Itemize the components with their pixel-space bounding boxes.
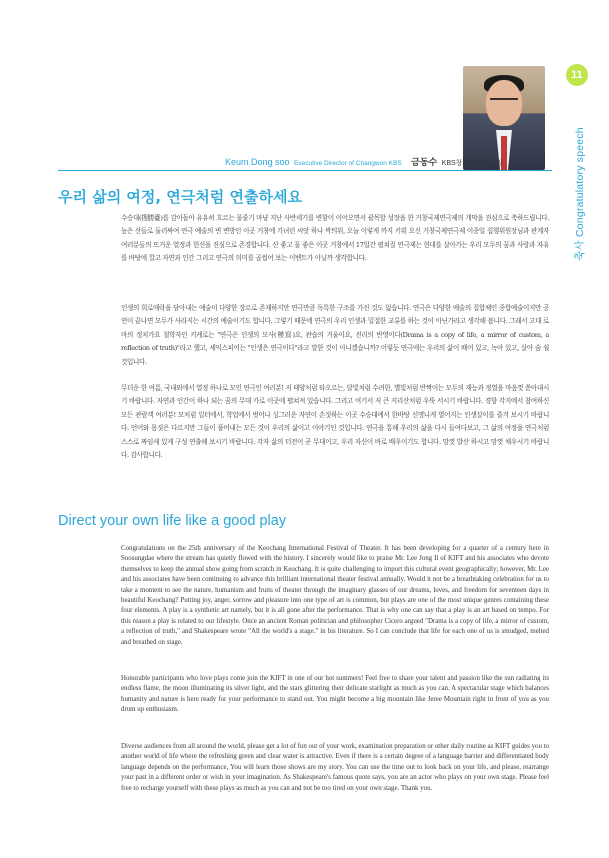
korean-title: 우리 삶의 여정, 연극처럼 연출하세요: [58, 188, 302, 206]
page-number-badge: 11: [566, 64, 588, 86]
english-paragraph: Diverse audiences from all around the world, please get a lot of fun out of your work, examination preparation or other daily routine as KIFT guides you to another world of life where the refreshing green and clear water is attractive. Even if there is a certain degree of a language barrier and differentiated body language depends on the performance, You will learn those shows are my story. You can use the time out to look back on your life, and please, rearrange your past in a different order or wish in your imagination. As Shakespeare's famous quote says, you are an actor who plays on your own stage. Please feel free to recharge yourself with these plays as much as you can and not be too tired on your own stage. Thank you.: [121, 743, 549, 792]
english-paragraph: Honorable participants who love plays come join the KIFT in one of our hot summers! Feel free to share your talent and passion like the sun radiating its endless flame, the moon illuminating its silver light, and the stars glittering their delicate starlight as much as you can. A spectacular stage which balances humanity and nature is here ready for your performance to stand out. You might become a big mountain like Jeree Mountain right in front of you as you drum up enthusiasm.: [121, 675, 549, 714]
english-title: Direct your own life like a good play: [58, 513, 287, 529]
section-label-text: 축사 Congratulatory speech: [574, 127, 586, 261]
korean-paragraph: 수승대(搜勝臺)를 감아돌아 유유히 흐르는 물줄기 마냥 지난 사반세기를 변함이 이어오면서 괄목할 성장을 한 거창국제연극제의 개막을 진심으로 축하드립니다. 높은 산들로 둘러싸여 연극 예술의 변 변방인 이곳 거창에 가녀린 씨앗 하나 싹틔워, 오늘 이렇게 까지 키워 오신 거창국제연극제 이종일 집행위원장님과 관계자 여러분들의 뜨거운 열정과 헌신을 진심으로 존경합니다. 산 좋고 물 좋은 이곳 거창에서 17일간 펼쳐질 연극제는 현대를 살아가는 우리 모두의 꿈과 사랑과 자유를 바탕에 깔고 자연과 인간 그리고 연극의 의미를 곱씹어 보는 이벤트가 아닐까 생각합니다.: [121, 214, 549, 263]
speaker-name-en: Keum Dong soo: [225, 157, 290, 167]
english-paragraph: Congratulations on the 25th anniversary of the Keochang International Festival of Theater. It has been developing for a quarter of a century here in Soosungdae where the stream has quietly flowed with the history. I sincerely would like to praise Mr. Lee Jong Il of KIFT and his associates who devote themselves to keep the annual show going from scratch in Keochang. It is quite challenging to import this cultural event geographically; however, Mr. Lee and his associates have been continuing to advance this brilliant international theater festival annually. Would it not be a breathtaking celebration for us to take a moment to see the nature, humanism and fruits of theater through the imaginary glasses of our dreams, loves, and freedom for seventeen days in beautiful Keochang? Putting joy, anger, sorrow and pleasure into one type of art is common, but plays are one of the most unique genres containing these four elements. A play is a synthetic art namely, but it is all gone after the performance. That is why one can say that a play is an art based on tempo. For this reason a play is related to our lifestyle. Once an ancient Roman politician and philosopher Cicero argued "Drama is a copy of life, a mirror of custom, a reflection of truth," and Shakespeare wrote "All the world's a stage." in his literature. So I can conclude that life for each one of us is smudged, melted and breathed on stage.: [121, 545, 549, 646]
speaker-portrait: [463, 66, 545, 170]
portrait-glasses: [490, 98, 518, 107]
speaker-name-ko: 금동수: [411, 157, 438, 167]
korean-paragraph: 무더운 한 여름, 국내외에서 열정 하나로 모인 연극인 여러분! 저 태양처럼 타오르는, 달빛처럼 수려한, 별빛처럼 반짝이는 모두의 재능과 정열을 마음껏 쏟아내시기 바랍니다. 자연과 인간이 하나 되는 꿈의 무대 가로 이곳에 펼쳐져 있습니다. 그리고 여기서 저 큰 지리산처럼 우뚝 서시기 바랍니다. 경향 각지에서 참여하신 모든 관람객 여러분! 모처럼 일터에서, 학업에서 벗어나 싱그러운 자연이 손짓하는 이곳 수승대에서 한바탕 신명나게 벌어지는 인생살이를 즐겨 보시기 바랍니다. 언어와 몸짓은 다르지만 그들이 풀어내는 모든 것이 우리의 삶이고 이야기인 것입니다. 연극을 통해 우리의 삶을 다시 들여다보고, 그 삶의 여정을 연극처럼 스스로 짜임새 있게 구성 연출해 보시기 바랍니다. 각자 삶의 터전이 곧 무대이고, 우리 자신이 바로 배우이기도 합니다. 맘껏 발산 하시고 맘껏 채우시기 바랍니다. 감사합니다.: [121, 384, 549, 460]
header-divider: [58, 170, 552, 171]
speaker-title-en: Executive Director of Changwon KBS: [294, 160, 402, 167]
speaker-title-ko: KBS창원방송총국장: [441, 160, 504, 167]
byline: [225, 152, 504, 167]
korean-paragraph: 인생의 희로애락을 담아내는 예술이 다양한 장르로 존재하지만 연극만큼 독특한 구조를 가진 것도 없습니다. 연극은 다양한 예술의 집합체인 종합예술이지만 공연이 끝나면 모두가 사라지는 시간의 예술이기도 합니다. 그렇기 때문에 연극의 우리 인생과 밀접한 교류를 하는 것이 아닌가라고 생각해 봅니다. 그래서 고대 로마의 정치가요 철학자인 키케로는 "연극은 인생의 모사(模寫)요, 관습의 거울이요, 진리의 반영이다(Drama is a copy of life, a mirror of custom, a reflection of truth)"라고 했고, 셰익스피어는 "인생은 연극이다"라고 말한 것이 아니겠습니까? 이렇듯 연극에는 우리의 삶이 배어 있고, 녹아 있고, 살아 숨 쉴 것입니다.: [121, 304, 549, 366]
